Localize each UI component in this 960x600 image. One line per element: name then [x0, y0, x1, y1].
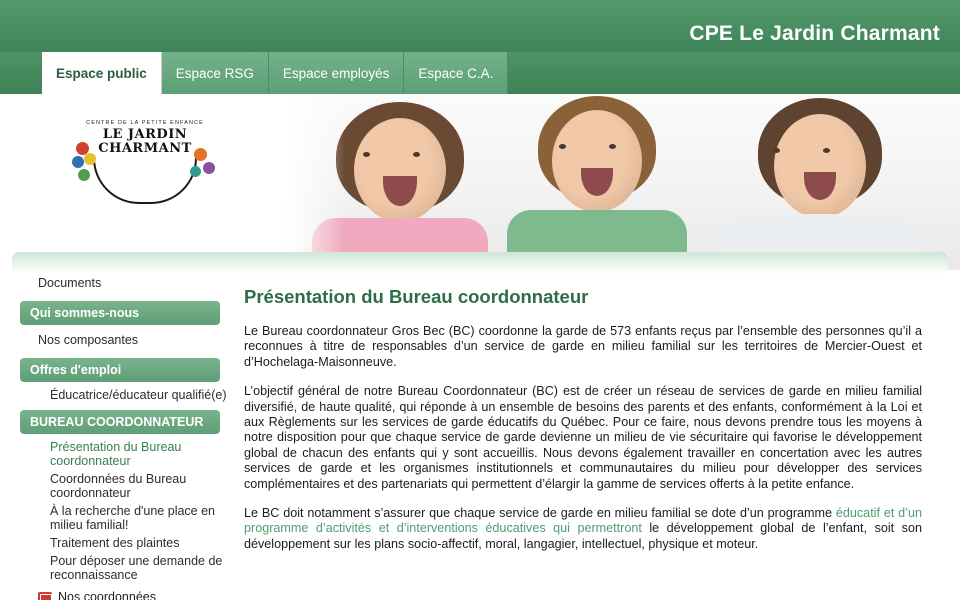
logo[interactable]: [70, 120, 220, 200]
article-paragraph-3-part-a: Le BC doit notamment s’assurer que chaque service de garde en milieu familial se dote d’un programme: [244, 506, 836, 521]
sidebar-section-offres-emploi[interactable]: Offres d'emploi: [20, 358, 220, 382]
banner-photo-children: [285, 94, 960, 270]
article-paragraph-3: [244, 506, 922, 552]
site-header: [0, 0, 960, 52]
article-paragraph-2: L’objectif général de notre Bureau Coordonnateur (BC) est de créer un réseau de services de garde en milieu familial diversifié, de haute qualité, qui réponde à un ensemble de besoins des parents et des enfants, conformément à la Loi et aux Règlements sur les services de garde éducatifs du Québec. Pour ce faire, nous devons prendre tous les moyens à notre disposition pour que chaque service de garde devienne un milieu de vie sécuritaire qui favorise le développement global de chacun des enfants qui y sont accueillis. Nous devons également travailler en concertation avec les autres services de garde et les organismes institutionnels et communautaires du milieu pour développer des services complémentaires et des partenariats qui permettent d’élargir la gamme de services offerts à la petite enfance.: [244, 384, 922, 491]
eye-shape: [559, 144, 566, 149]
sidebar-item-recherche-place[interactable]: À la recherche d'une place en milieu familial!: [50, 504, 215, 532]
logo-flower-blue: [72, 156, 84, 168]
head-shape: [354, 118, 446, 222]
logo-flower-yellow: [84, 153, 96, 165]
logo-flower-orange: [194, 148, 207, 161]
child-photo-right: [705, 94, 935, 270]
article-inline-link[interactable]: éducatif et d’un programme d’activités et d’interventions éducatives qui permettront: [244, 506, 922, 536]
eye-shape: [609, 144, 616, 149]
logo-top-text: CENTRE DE LA PETITE ENFANCE: [86, 120, 204, 126]
article-paragraph-1: Le Bureau coordonnateur Gros Bec (BC) coordonne la garde de 573 enfants reçus par l’ensemble des personnes qu’il a reconnues à titre de responsables d’un service de garde en milieu familial sur les territoires de Mercier-Ouest et d’Hochelaga-Maisonneuve.: [244, 324, 922, 369]
logo-flower-green: [78, 169, 90, 181]
main-tabstrip: [0, 52, 960, 94]
logo-line-2: CHARMANT: [98, 141, 192, 156]
eye-shape: [773, 148, 780, 153]
content-top-curve: [12, 252, 948, 274]
banner: [0, 94, 960, 270]
child-photo-middle: [497, 94, 697, 270]
sidebar-item-label: Nos coordonnées: [58, 590, 156, 600]
tab-espace-public[interactable]: Espace public: [42, 52, 162, 94]
page-title: Présentation du Bureau coordonnateur: [244, 286, 589, 307]
sidebar-section-bureau-coordonnateur[interactable]: BUREAU COORDONNATEUR: [20, 410, 220, 434]
tab-espace-rsg[interactable]: Espace RSG: [162, 52, 269, 94]
sidebar-item-presentation-bureau[interactable]: Présentation du Bureau coordonnateur: [50, 440, 182, 468]
tab-espace-ca[interactable]: Espace C.A.: [404, 52, 508, 94]
head-shape: [774, 114, 866, 218]
logo-line-1: LE JARDIN: [102, 127, 188, 142]
tab-espace-employes[interactable]: Espace employés: [269, 52, 405, 94]
eye-shape: [363, 152, 370, 157]
logo-flower-teal: [190, 166, 201, 177]
sidebar-item-demande-reconnaissance[interactable]: Pour déposer une demande de reconnaissance: [50, 554, 223, 582]
sidebar-item-documents[interactable]: Documents: [38, 276, 102, 290]
sidebar: [12, 272, 240, 600]
sidebar-item-traitement-plaintes[interactable]: Traitement des plaintes: [50, 536, 180, 550]
sidebar-section-qui-sommes-nous[interactable]: Qui sommes-nous: [20, 301, 220, 325]
logo-flower-purple: [203, 162, 215, 174]
sidebar-item-coordonnees-bureau[interactable]: Coordonnées du Bureau coordonnateur: [50, 472, 187, 500]
sidebar-item-nos-composantes[interactable]: Nos composantes: [38, 333, 139, 347]
sidebar-item-nos-coordonnees[interactable]: [12, 584, 240, 600]
eye-shape: [413, 152, 420, 157]
eye-shape: [823, 148, 830, 153]
envelope-icon: [38, 592, 52, 600]
photo-fade-overlay: [285, 94, 345, 270]
head-shape: [552, 110, 642, 212]
article-paragraph-3-part-b: le développement global de l’enfant, soit son développement sur les plans socio-affectif, moral, langagier, intellectuel, physique et moteur.: [244, 521, 922, 551]
logo-smile-shape: [93, 158, 197, 204]
sidebar-item-educatrice[interactable]: Éducatrice/éducateur qualifié(e): [50, 388, 227, 402]
site-title: CPE Le Jardin Charmant: [689, 22, 940, 45]
main-article: [244, 276, 936, 600]
